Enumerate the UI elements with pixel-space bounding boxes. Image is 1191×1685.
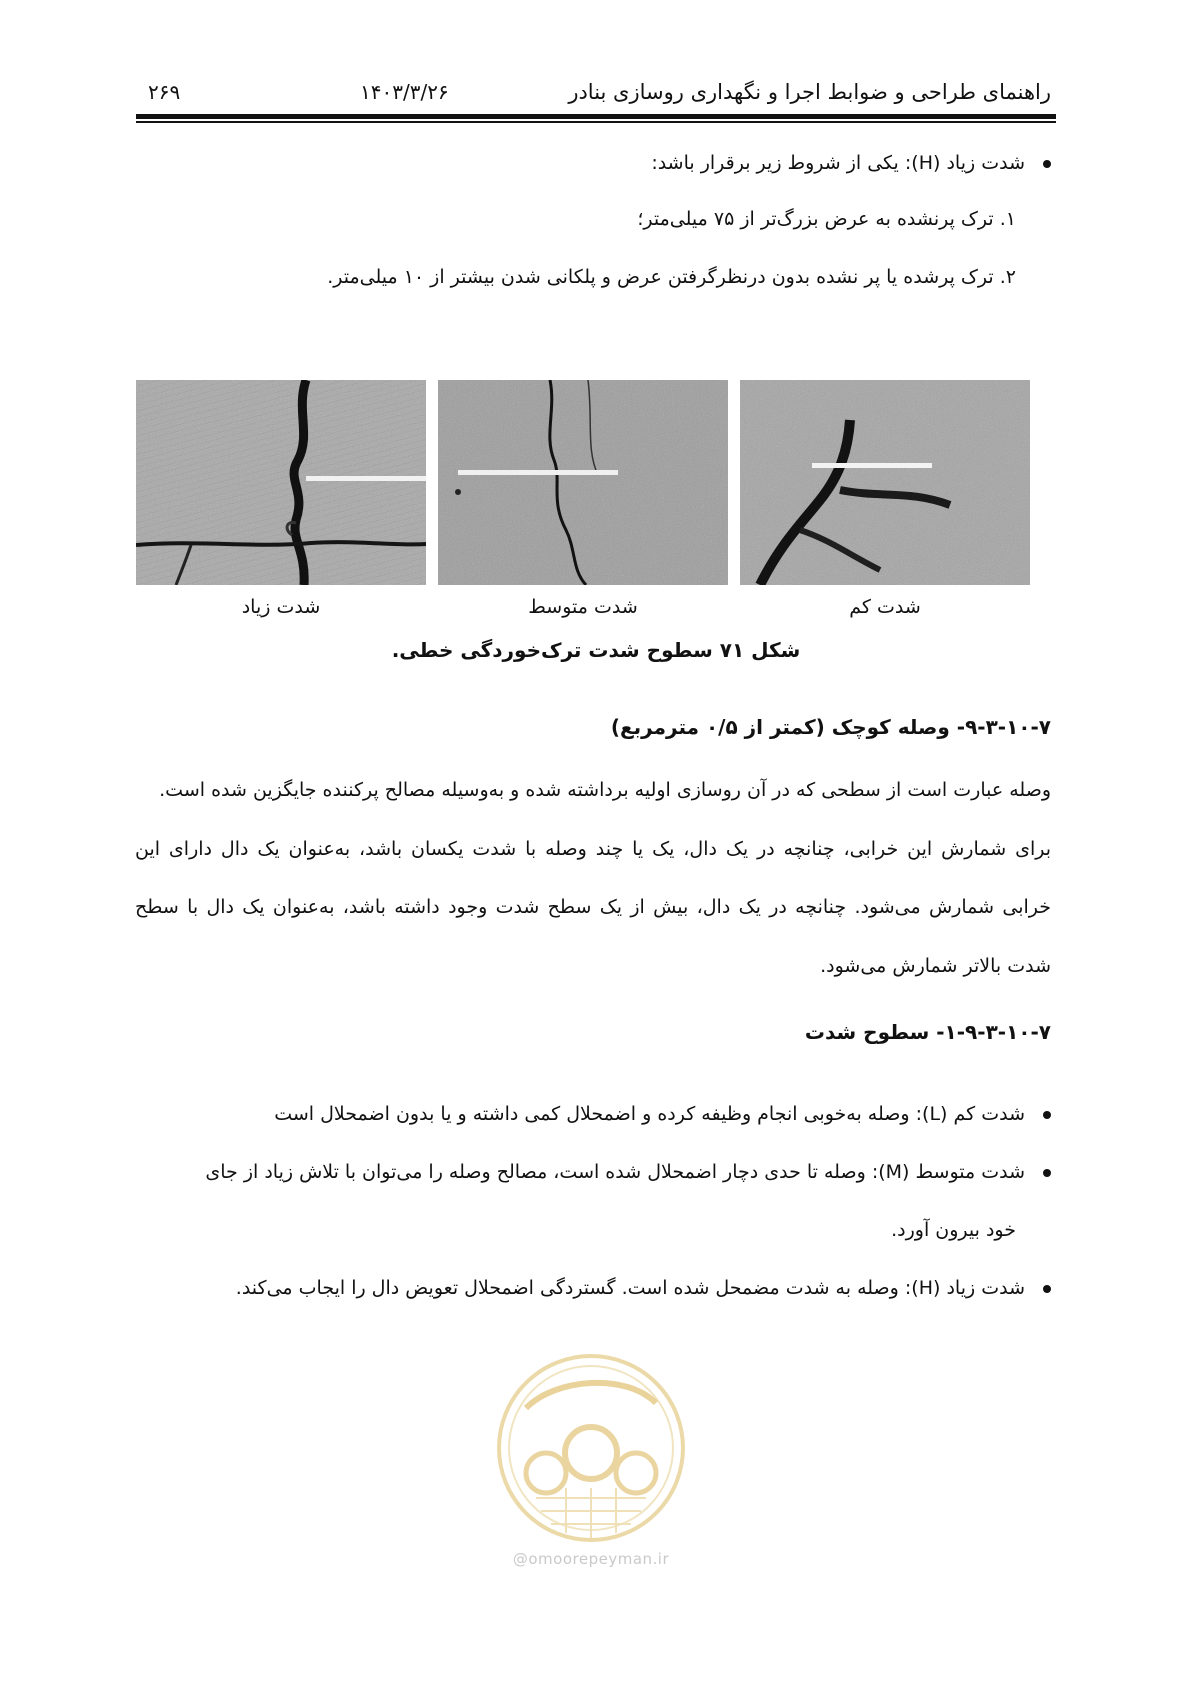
high-severity-bullet [651,152,1051,174]
numbered-item-2: ۲. ترک پرشده یا پر نشده بدون درنظرگرفتن عرض و پلکانی شدن بیشتر از ۱۰ میلی‌متر. [327,266,1016,288]
severity-bullet-high [236,1277,1051,1299]
watermark-logo [486,1348,696,1558]
bullet-text: شدت زیاد (H): یکی از شروط زیر برقرار باشد: [651,152,1025,174]
bullet-marker [1043,160,1051,168]
bullet-text: شدت کم (L): وصله به‌خوبی انجام وظیفه کرده و اضمحلال کمی داشته و یا بدون اضمحلال است [274,1103,1025,1125]
bullet-text: شدت متوسط (M): وصله تا حدی دچار اضمحلال شده است، مصالح وصله را می‌توان با تلاش زیاد از جای [205,1161,1025,1183]
numbered-item-1: ۱. ترک پرنشده به عرض بزرگ‌تر از ۷۵ میلی‌متر؛ [637,208,1016,230]
caption-high: شدت زیاد [241,596,321,618]
severity-bullet-low [274,1103,1051,1125]
bullet-marker [1043,1285,1051,1293]
caption-medium: شدت متوسط [528,596,638,618]
photo-high-severity-crack [136,380,426,585]
figure-title: شکل ۷۱ سطوح شدت ترک‌خوردگی خطی. [391,638,801,662]
section-heading-small-patch: ۹-۳-۱۰-۷- وصله کوچک (کمتر از ۰/۵ مترمربع) [610,715,1051,739]
caption-low: شدت کم [849,596,921,618]
watermark-site: @omoorepeyman.ir [512,1550,670,1568]
header-rule-thick [136,114,1056,119]
bullet-text: شدت زیاد (H): وصله به شدت مضمحل شده است. گستردگی اضمحلال تعویض دال را ایجاب می‌کند. [235,1277,1025,1299]
bullet-continuation: خود بیرون آورد. [891,1219,1016,1241]
paragraph-line: برای شمارش این خرابی، چنانچه در یک دال، یک یا چند وصله با شدت یکسان باشد، به‌عنوان یک دال دارای این [135,838,1051,860]
severity-bullet-medium [205,1161,1051,1183]
header-date: ۱۴۰۳/۳/۲۶ [360,80,449,104]
photo-medium-severity-crack [438,380,728,585]
photo-low-severity-crack [740,380,1030,585]
paragraph-line: خرابی شمارش می‌شود. چنانچه در یک دال، بیش از یک سطح شدت وجود داشته باشد، به‌عنوان یک دال با سطح [135,896,1051,918]
paragraph-line: وصله عبارت است از سطحی که در آن روسازی اولیه برداشته شده و به‌وسیله مصالح پرکننده جایگزین شده است. [159,779,1051,801]
header-rule-thin [136,121,1056,123]
running-header-title: راهنمای طراحی و ضوابط اجرا و نگهداری روسازی بنادر [568,80,1051,104]
bullet-marker [1043,1111,1051,1119]
bullet-marker [1043,1169,1051,1177]
page-number: ۲۶۹ [148,80,181,104]
section-heading-severity-levels: ۱-۹-۳-۱۰-۷- سطوح شدت [804,1020,1051,1044]
paragraph-line: شدت بالاتر شمارش می‌شود. [820,955,1051,977]
